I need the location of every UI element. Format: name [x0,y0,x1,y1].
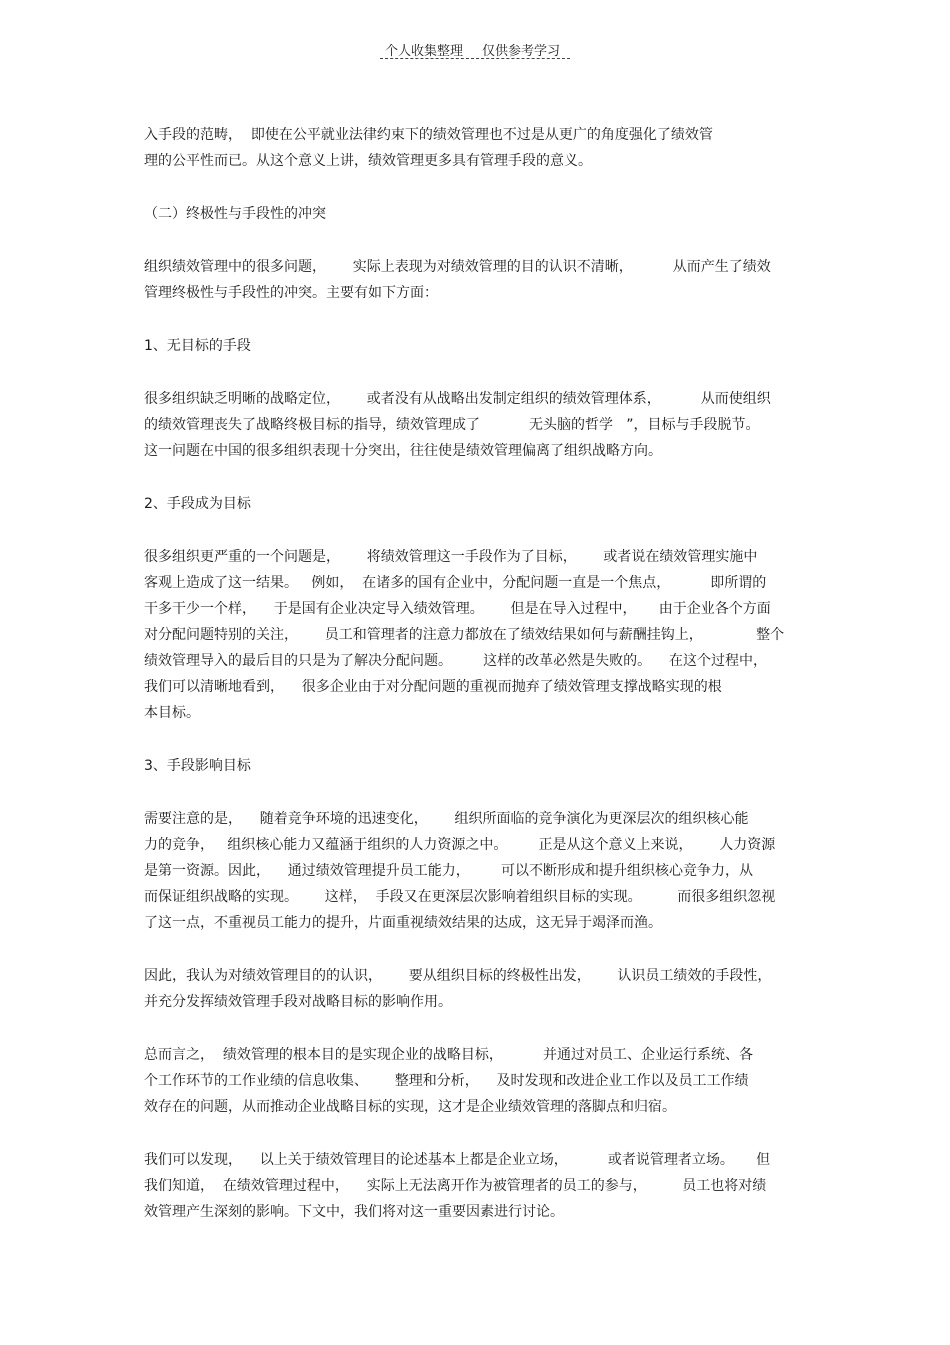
header-dashed-rule [380,58,570,59]
text-line: 需要注意的是， 随着竞争环境的迅速变化， 组织所面临的竞争演化为更深层次的组织核心能 [144,811,749,827]
text-line: 干多干少一个样， 于是国有企业决定导入绩效管理。 但是在导入过程中， 由于企业各个方面 [144,601,771,617]
paragraph-gap [144,359,809,386]
text-line: 是第一资源。因此， 通过绩效管理提升员工能力， 可以不断形成和提升组织核心竞争力，从 [144,863,753,879]
paragraph [144,1147,809,1225]
paragraph [144,544,809,726]
text-line: 本目标。 [144,705,200,721]
text-line: 管理终极性与手段性的冲突。主要有如下方面： [144,285,438,301]
text-line: 个工作环节的工作业绩的信息收集、 整理和分析， 及时发现和改进企业工作以及员工工作绩 [144,1073,749,1089]
text-line: 3、手段影响目标 [144,758,251,774]
text-line: 效存在的问题，从而推动企业战略目标的实现，这才是企业绩效管理的落脚点和归宿。 [144,1099,676,1115]
paragraph [144,122,809,174]
section-heading [144,491,809,517]
text-line: 入手段的范畴， 即使在公平就业法律约束下的绩效管理也不过是从更广的角度强化了绩效管 [144,127,713,143]
text-line: 因此，我认为对绩效管理目的的认识， 要从组织目标的终极性出发， 认识员工绩效的手段性， [144,968,772,984]
text-line: 2、手段成为目标 [144,496,251,512]
text-line: 我们可以发现， 以上关于绩效管理目的论述基本上都是企业立场， 或者说管理者立场。 但 [144,1152,771,1168]
paragraph-gap [144,726,809,753]
header-left-text: 个人收集整理 [385,44,464,59]
text-line: 客观上造成了这一结果。 例如， 在诸多的国有企业中，分配问题一直是一个焦点， 即所谓的 [144,575,767,591]
paragraph-gap [144,779,809,806]
paragraph [144,806,809,936]
paragraph [144,386,809,464]
paragraph-gap [144,174,809,201]
text-line: 力的竞争， 组织核心能力又蕴涵于组织的人力资源之中。 正是从这个意义上来说， 人力资源 [144,837,776,853]
page-header [380,40,570,62]
text-line: 而保证组织战略的实现。 这样， 手段又在更深层次影响着组织目标的实现。 而很多组织忽视 [144,889,776,905]
text-line: 了这一点，不重视员工能力的提升，片面重视绩效结果的达成，这无异于竭泽而渔。 [144,915,662,931]
text-line: 总而言之， 绩效管理的根本目的是实现企业的战略目标， 并通过对员工、企业运行系统、各 [144,1047,753,1063]
text-line: 我们知道， 在绩效管理过程中， 实际上无法离开作为被管理者的员工的参与， 员工也将对绩 [144,1178,767,1194]
paragraph-gap [144,1015,809,1042]
paragraph-gap [144,464,809,491]
paragraph-gap [144,1120,809,1147]
paragraph [144,254,809,306]
section-heading [144,333,809,359]
text-line: 组织绩效管理中的很多问题， 实际上表现为对绩效管理的目的认识不清晰， 从而产生了绩效 [144,259,771,275]
text-line: 我们可以清晰地看到， 很多企业由于对分配问题的重视而抛弃了绩效管理支撑战略实现的根 [144,679,722,695]
text-line: （二）终极性与手段性的冲突 [144,206,326,222]
document-body [144,122,809,1225]
paragraph-gap [144,227,809,254]
text-line: 很多组织更严重的一个问题是， 将绩效管理这一手段作为了目标， 或者说在绩效管理实施中 [144,549,758,565]
text-line: 很多组织缺乏明晰的战略定位， 或者没有从战略出发制定组织的绩效管理体系， 从而使组织 [144,391,771,407]
header-right-text: 仅供参考学习 [482,44,561,59]
paragraph [144,963,809,1015]
paragraph [144,1042,809,1120]
paragraph-gap [144,936,809,963]
section-heading [144,201,809,227]
text-line: 对分配问题特别的关注， 员工和管理者的注意力都放在了绩效结果如何与薪酬挂钩上， 整个 [144,627,785,643]
text-line: 并充分发挥绩效管理手段对战略目标的影响作用。 [144,994,452,1010]
text-line: 的绩效管理丧失了战略终极目标的指导，绩效管理成了 无头脑的哲学 ”，目标与手段脱节。 [144,417,760,433]
text-line: 理的公平性而已。从这个意义上讲，绩效管理更多具有管理手段的意义。 [144,153,592,169]
paragraph-gap [144,517,809,544]
text-line: 效管理产生深刻的影响。下文中，我们将对这一重要因素进行讨论。 [144,1204,564,1220]
paragraph-gap [144,306,809,333]
text-line: 1、无目标的手段 [144,338,251,354]
text-line: 这一问题在中国的很多组织表现十分突出，往往使是绩效管理偏离了组织战略方向。 [144,443,662,459]
text-line: 绩效管理导入的最后目的只是为了解决分配问题。 这样的改革必然是失败的。 在这个过程中， [144,653,767,669]
section-heading [144,753,809,779]
